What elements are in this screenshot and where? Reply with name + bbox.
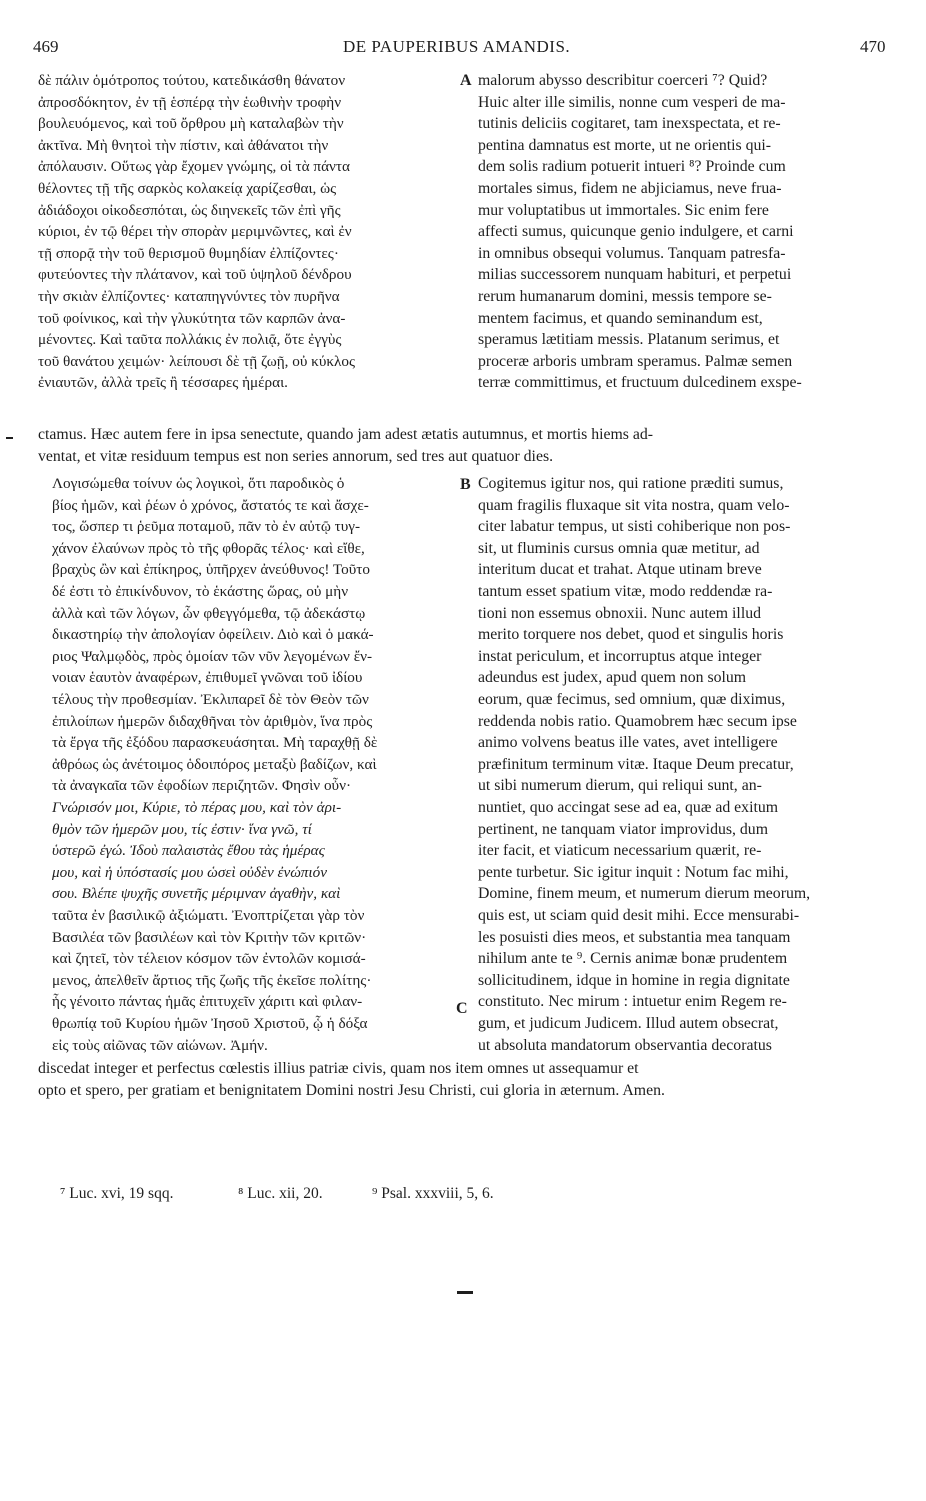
text-line: gum, et judicum Judicem. Illud autem obsecrat, <box>478 1015 779 1032</box>
text-line: pente turbetur. Sic igitur inquit : Notum fac mihi, <box>478 863 789 881</box>
text-line: præfinitum terminum vitæ. Itaque Deum precatur, <box>478 755 794 773</box>
text-line: ριος Ψαλμῳδὸς, πρὸς ὁμοίαν τῶν νῦν λεγομένων ἔν- <box>52 647 373 665</box>
text-line: tantum esset spatium vitæ, modo reddendæ ra- <box>478 583 773 600</box>
text-line: sit, ut fluminis cursus omnia quæ metitur, ad <box>478 539 760 557</box>
text-line: τος, ὥσπερ τι ῥεῦμα ποταμοῦ, πᾶν τὸ ἐν αὐτῷ τυγ- <box>52 518 361 536</box>
text-line: pertinent, ne tanquam viator improvidus, dum <box>478 820 768 838</box>
text-line: ἀπροσδόκητον, ἐν τῇ ἑσπέρᾳ τὴν ἑωθινὴν τροφὴν <box>38 93 342 111</box>
text-line: τέλους τὴν προθεσμίαν. Ἐκλιπαρεῖ δὲ τὸν Θεὸν τῶν <box>52 691 369 708</box>
text-line: θρωπίᾳ τοῦ Κυρίου ἡμῶν Ἰησοῦ Χριστοῦ, ᾧ ἡ δόξα <box>52 1015 368 1032</box>
text-line: merito torquere nos debet, quod et singulis horis <box>478 626 784 644</box>
text-line: Cogitemus igitur nos, qui ratione præditi sumus, <box>478 475 784 492</box>
text-line: milias successorem nunquam habituri, et perpetui <box>478 266 792 284</box>
text-line: mentem facimus, et quando seminandum est, <box>478 309 763 327</box>
text-line: δέ ἐστι τὸ ἐπικίνδυνον, τὸ ἑκάστης ὥρας, οὐ μὴν <box>52 583 349 600</box>
text-line: adeundus est judex, apud quem non solum <box>478 669 747 687</box>
text-line: animo volvens beatus ille vates, avet intelligere <box>478 734 778 752</box>
text-line: dem solis radium potuerit intueri ⁸? Proinde cum <box>478 158 786 176</box>
text-line: interitum ducat et trahat. Atque utinam breve <box>478 561 762 579</box>
text-line: ut sibi numerum dierum, qui reliqui sunt, an- <box>478 777 762 795</box>
text-line: ταῦτα ἐν βασιλικῷ ἀξιώματι. Ἐνοπτρίζεται γὰρ τὸν <box>52 907 365 924</box>
text-line: tioni non essemus obnoxii. Nunc autem illud <box>478 604 762 622</box>
text-line: quam fragilis fluxaque sit vita nostra, quam velo- <box>478 496 790 514</box>
text-line: discedat integer et perfectus cœlestis illius patriæ civis, quam nos item omnes ut assequamur et <box>38 1060 639 1077</box>
text-line: βίος ἡμῶν, καὶ ῥέων ὁ χρόνος, ἄστατός τε καὶ ἄσχε- <box>52 496 369 514</box>
text-line: opto et spero, per gratiam et benignitatem Domini nostri Jesu Christi, cui gloria in æternum. Amen. <box>38 1081 665 1099</box>
text-line: quis est, ut sciam quid desit mihi. Ecce mensurabi- <box>478 907 800 924</box>
text-line: μενος, ἀπελθεῖν ἄρτιος τῆς ζωῆς τῆς ἐκεῖσε πολίτης· <box>52 971 372 989</box>
text-line: τοῦ φοίνικος, καὶ τὴν γλυκύτητα τῶν καρπῶν ἀνα- <box>38 309 346 327</box>
text-line: ut absoluta mandatorum observantia decoratus <box>478 1036 772 1054</box>
text-line: καὶ ζητεῖ, τὸν τέλειον κόσμον τῶν ἐντολῶν κομισά- <box>52 950 366 968</box>
text-line: proceræ arboris umbram speramus. Palmæ semen <box>478 352 793 370</box>
text-line: constituto. Nec mirum : intuetur enim Regem re- <box>478 993 787 1011</box>
text-line: ventat, et vitæ residuum tempus est non series annorum, sed tres aut quatuor dies. <box>38 447 554 465</box>
margin-dash <box>6 437 13 439</box>
right-page-number: 470 <box>860 37 886 56</box>
text-line: nihilum ante te ⁹. Cernis animæ bonæ prudentem <box>478 950 788 968</box>
page-end-dash <box>457 1291 473 1294</box>
margin-marker-a: A <box>460 72 472 89</box>
text-line: τὰ ἀναγκαῖα τῶν ἐφοδίων περιζητῶν. Φησὶν οὖν· <box>52 777 351 795</box>
text-line: citer labatur tempus, ut sisti cohiberique non pos- <box>478 518 791 536</box>
text-line: Βασιλέα τῶν βασιλέων καὶ τὸν Κριτὴν τῶν κριτῶν· <box>52 928 367 946</box>
text-line: nuntiet, quo accingat sese ad ea, quæ ad exitum <box>478 799 779 816</box>
text-line: ἐπιλοίπων ἡμερῶν διδαχθῆναι τὸν ἀριθμὸν, ἵνα πρὸς <box>52 712 373 730</box>
text-line: νοιαν ἑαυτὸν ἀναφέρων, ἐπιθυμεῖ γνῶναι τοῦ ἰδίου <box>52 669 363 687</box>
footnote-7: ⁷ Luc. xvi, 19 sqq. <box>60 1185 174 1202</box>
text-line: βραχὺς ὢν καὶ ἐπίκηρος, ὑπῆρχεν ἀνεύθυνος! Τοῦτο <box>52 561 370 579</box>
text-line: ἧς γένοιτο πάντας ἡμᾶς ἐπιτυχεῖν χάριτι καὶ φιλαν- <box>52 993 363 1011</box>
text-line: μένοντες. Καὶ ταῦτα πολλάκις ἐν πολιᾷ, ὅτε ἐγγὺς <box>38 331 342 349</box>
text-line: affecti sumus, quicunque genio indulgere, et carni <box>478 223 794 241</box>
text-line: iter facit, et viaticum necessarium quærit, re- <box>478 842 762 860</box>
text-line: ἀθρόως ὡς ἀνέτοιμος ὁδοιπόρος μεταξὺ βαδίζων, καὶ <box>52 755 377 773</box>
text-line: δὲ πάλιν ὁμότροπος τούτου, κατεδικάσθη θάνατον <box>38 72 346 89</box>
text-line: ἀδιάδοχοι οἰκοδεσπόται, ὡς διηνεκεῖς τῶν ἐπὶ γῆς <box>38 201 341 219</box>
footnote-9: ⁹ Psal. xxxviii, 5, 6. <box>372 1185 494 1202</box>
text-line: ἀλλὰ καὶ τῶν λόγων, ὧν φθεγγόμεθα, τῷ ἀδεκάστῳ <box>52 604 366 622</box>
text-line: φυτεύοντες τὴν πλάτανον, καὶ τοῦ ὑψηλοῦ δένδρου <box>38 266 352 284</box>
text-line: θέλοντες τῇ τῆς σαρκὸς κολακείᾳ χαρίζεσθαι, ὡς <box>38 180 337 197</box>
text-line: Λογισώμεθα τοίνυν ὡς λογικοὶ, ὅτι παροδικὸς ὁ <box>52 475 345 492</box>
text-line: les posuisti dies meos, et substantia mea tanquam <box>478 928 791 946</box>
text-line: τῇ σπορᾷ τὴν τοῦ θερισμοῦ θυμηδίαν ἐλπίζοντες· <box>38 244 339 262</box>
text-line: μου, καὶ ἡ ὑπόστασίς μου ὡσεὶ οὐδὲν ἐνώπιόν <box>52 863 327 881</box>
text-line: speramus lætitiam messis. Platanum serimus, et <box>478 331 780 349</box>
text-line: τὴν σκιὰν ἐλπίζοντες· καταπηγνύντες τὸν πυρῆνα <box>38 288 340 305</box>
text-line: ἐνιαυτῶν, ἀλλὰ τρεῖς ἢ τέσσαρες ἡμέραι. <box>38 374 288 392</box>
text-line: tutinis deliciis cogitaret, tam inexspectata, et re- <box>478 115 781 133</box>
text-line: eorum, quæ fecimus, sed omnium, quæ diximus, <box>478 691 786 708</box>
text-line: malorum abysso describitur coerceri ⁷? Quid? <box>478 72 768 89</box>
text-line: Domine, finem meum, et numerum dierum meorum, <box>478 885 811 903</box>
text-line: Huic alter ille similis, nonne cum vesperi de ma- <box>478 93 786 111</box>
text-line: βουλευόμενος, καὶ τοῦ ὄρθρου μὴ καταλαβὼν τὴν <box>38 115 344 133</box>
text-line: θμὸν τῶν ἡμερῶν μου, τίς ἐστιν· ἵνα γνῶ, τί <box>52 820 312 838</box>
margin-marker-c: C <box>456 1000 468 1017</box>
text-line: ctamus. Hæc autem fere in ipsa senectute, quando jam adest ætatis autumnus, et mortis hiems ad- <box>38 426 654 443</box>
text-line: ἀπόλαυσιν. Οὕτως γὰρ ἔχομεν γνώμης, οἱ τὰ πάντα <box>38 158 350 176</box>
text-line: ὑστερῶ ἐγώ. Ἰδοὺ παλαιστὰς ἔθου τὰς ἡμέρας <box>52 842 325 860</box>
text-line: Γνώρισόν μοι, Κύριε, τὸ πέρας μου, καὶ τὸν ἀρι- <box>52 799 342 816</box>
text-line: εἰς τοὺς αἰῶνας τῶν αἰώνων. Ἀμήν. <box>52 1036 268 1054</box>
margin-marker-b: B <box>460 476 471 493</box>
text-line: instat periculum, et incorruptus atque integer <box>478 647 762 665</box>
text-line: ἀκτῖνα. Μὴ θνητοὶ τὴν πίστιν, καὶ ἀθάνατοι τὴν <box>38 136 329 154</box>
text-line: terræ committimus, et fructuum dulcedinem exspe- <box>478 374 802 392</box>
text-line: in omnibus obsequi volumus. Tanquam patresfa- <box>478 244 786 262</box>
text-line: τὰ ἔργα τῆς ἐξόδου παρασκευάσηται. Μὴ ταραχθῇ δὲ <box>52 734 378 752</box>
text-line: mur voluptatibus ut immortales. Sic enim fere <box>478 201 769 219</box>
text-line: τοῦ θανάτου χειμών· λείπουσι δὲ τῇ ζωῇ, οὐ κύκλος <box>38 352 355 370</box>
text-line: χάνον ἐλαύνων πρὸς τὸ τῆς φθορᾶς τέλος· καὶ εἴθε, <box>52 539 365 557</box>
footnote-8: ⁸ Luc. xii, 20. <box>238 1185 323 1202</box>
text-line: pentina damnatus est morte, ut ne orientis qui- <box>478 136 772 154</box>
text-line: reddenda nobis ratio. Quamobrem hæc secum ipse <box>478 712 797 730</box>
text-line: σου. Βλέπε ψυχῆς συνετῆς μέριμναν ἀγαθὴν, καὶ <box>52 885 341 903</box>
text-line: κύριοι, ἐν τῷ θέρει τὴν σπορὰν μεριμνῶντες, καὶ ἐν <box>38 223 352 241</box>
text-line: rerum humanarum domini, messis tempore se- <box>478 288 772 305</box>
text-line: mortales simus, fidem ne abjiciamus, neve frua- <box>478 180 782 197</box>
text-line: sollicitudinem, idque in homine in regia dignitate <box>478 971 790 989</box>
text-line: δικαστηρίῳ τὴν ἀπολογίαν ὀφείλειν. Διὸ καὶ ὁ μακά- <box>52 626 374 644</box>
left-page-number: 469 <box>33 37 59 56</box>
running-title: DE PAUPERIBUS AMANDIS. <box>343 37 571 56</box>
